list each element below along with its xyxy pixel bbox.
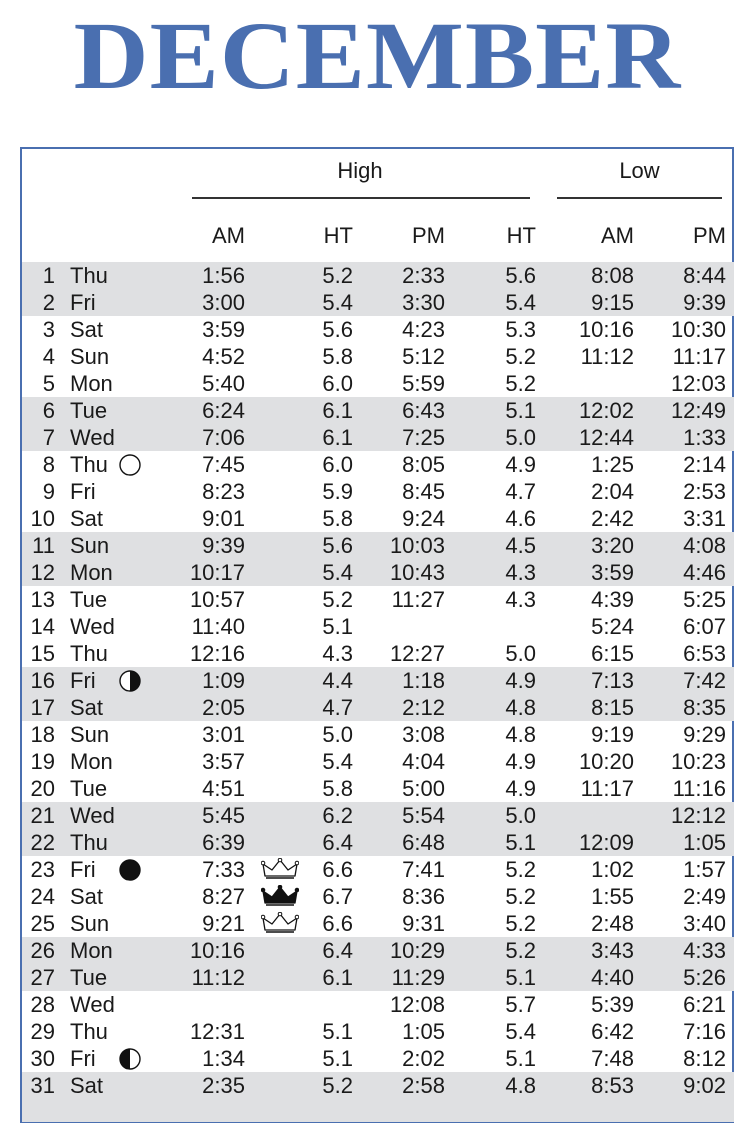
high-am-time: 7:06 <box>202 425 245 450</box>
day-of-week: Tue <box>70 776 108 801</box>
low-am-time: 6:15 <box>591 641 634 666</box>
low-am-time: 12:09 <box>578 830 634 855</box>
day-of-week: Mon <box>70 560 113 585</box>
low-pm-time: 8:35 <box>683 695 726 720</box>
day-of-week: Sat <box>70 1073 104 1098</box>
high-pm-time: 2:12 <box>402 695 445 720</box>
high-pm-height: 5.2 <box>505 884 536 909</box>
high-pm-time: 7:25 <box>402 425 445 450</box>
low-am-time: 8:08 <box>591 263 634 288</box>
low-am-time: 12:44 <box>578 425 634 450</box>
low-am-time: 1:25 <box>591 452 634 477</box>
high-am-time: 9:21 <box>202 911 245 936</box>
day-number: 11 <box>32 533 55 558</box>
day-number: 30 <box>30 1046 55 1071</box>
high-am-height: 6.1 <box>322 965 353 990</box>
high-pm-time: 3:30 <box>402 290 445 315</box>
high-am-time: 11:12 <box>191 965 245 990</box>
day-of-week: Wed <box>70 803 115 828</box>
day-of-week: Tue <box>70 965 108 990</box>
high-pm-height: 4.8 <box>505 722 536 747</box>
high-pm-height: 5.2 <box>505 911 536 936</box>
low-am-time: 8:15 <box>591 695 634 720</box>
day-of-week: Thu <box>70 641 108 666</box>
day-of-week: Fri <box>70 479 96 504</box>
low-pm-time: 11:17 <box>672 344 726 369</box>
high-pm-time: 7:41 <box>402 857 445 882</box>
high-am-time: 12:31 <box>189 1019 245 1044</box>
day-of-week: Wed <box>70 992 115 1017</box>
high-am-height: 4.3 <box>322 641 353 666</box>
low-pm-time: 6:07 <box>683 614 726 639</box>
high-am-time: 7:33 <box>202 857 245 882</box>
high-am-time: 10:17 <box>189 560 245 585</box>
high-pm-time: 12:27 <box>389 641 445 666</box>
high-am-ht-header: HT <box>323 223 353 248</box>
low-am-time: 3:20 <box>591 533 634 558</box>
high-am-height: 6.4 <box>322 938 353 963</box>
day-of-week: Sun <box>70 344 110 369</box>
low-am-time: 3:43 <box>591 938 634 963</box>
high-pm-height: 5.3 <box>505 317 536 342</box>
high-pm-time: 6:43 <box>402 398 445 423</box>
low-am-time: 4:40 <box>591 965 634 990</box>
day-number: 18 <box>30 722 55 747</box>
day-of-week: Sun <box>70 911 110 936</box>
high-am-height: 6.0 <box>322 371 353 396</box>
day-of-week: Fri <box>70 857 96 882</box>
high-pm-height: 4.8 <box>505 695 536 720</box>
low-am-time: 10:16 <box>578 317 634 342</box>
low-am-time: 11:12 <box>580 344 634 369</box>
high-pm-height: 4.8 <box>505 1073 536 1098</box>
high-am-height: 5.8 <box>322 776 353 801</box>
day-of-week: Thu <box>70 263 108 288</box>
high-am-height: 5.8 <box>322 506 353 531</box>
high-am-height: 6.6 <box>322 911 353 936</box>
high-pm-height: 4.6 <box>505 506 536 531</box>
day-number: 3 <box>42 317 55 342</box>
day-of-week: Mon <box>70 938 113 963</box>
day-number: 23 <box>30 857 55 882</box>
day-of-week: Sat <box>70 317 104 342</box>
low-pm-time: 8:44 <box>683 263 726 288</box>
low-pm-time: 8:12 <box>683 1046 726 1071</box>
high-am-time: 2:35 <box>202 1073 245 1098</box>
page-title: DECEMBER <box>73 2 682 109</box>
high-am-time: 5:45 <box>202 803 245 828</box>
high-am-height: 6.6 <box>322 857 353 882</box>
low-group-rule <box>557 197 722 199</box>
low-pm-time: 7:42 <box>683 668 726 693</box>
low-am-header: AM <box>601 223 634 248</box>
high-am-header: AM <box>212 223 245 248</box>
day-number: 4 <box>42 344 55 369</box>
low-pm-time: 12:12 <box>670 803 726 828</box>
high-pm-time: 4:04 <box>402 749 445 774</box>
day-number: 16 <box>30 668 55 693</box>
low-pm-time: 9:29 <box>683 722 726 747</box>
high-pm-time: 10:43 <box>389 560 445 585</box>
high-pm-ht-header: HT <box>506 223 536 248</box>
high-am-height: 5.4 <box>322 290 353 315</box>
day-number: 26 <box>30 938 55 963</box>
high-pm-height: 5.1 <box>505 830 536 855</box>
high-am-height: 6.0 <box>322 452 353 477</box>
day-number: 6 <box>42 398 55 423</box>
high-am-time: 1:56 <box>202 263 245 288</box>
day-number: 9 <box>42 479 55 504</box>
high-am-time: 9:39 <box>202 533 245 558</box>
high-am-height: 6.2 <box>322 803 353 828</box>
day-number: 8 <box>42 452 55 477</box>
day-of-week: Wed <box>70 614 115 639</box>
low-pm-time: 9:39 <box>683 290 726 315</box>
high-am-height: 4.4 <box>322 668 353 693</box>
low-pm-time: 4:08 <box>683 533 726 558</box>
high-am-height: 5.4 <box>322 560 353 585</box>
high-am-time: 7:45 <box>202 452 245 477</box>
high-am-time: 11:40 <box>191 614 245 639</box>
low-pm-time: 4:33 <box>683 938 726 963</box>
high-am-height: 5.9 <box>322 479 353 504</box>
high-pm-time: 5:12 <box>402 344 445 369</box>
high-pm-height: 4.9 <box>505 668 536 693</box>
day-number: 21 <box>30 803 55 828</box>
day-number: 1 <box>42 263 55 288</box>
high-pm-time: 5:54 <box>402 803 445 828</box>
low-pm-time: 5:25 <box>683 587 726 612</box>
high-group-rule <box>192 197 530 199</box>
day-number: 25 <box>30 911 55 936</box>
day-number: 24 <box>30 884 55 909</box>
last-quarter-moon-icon <box>119 670 141 692</box>
high-am-height: 5.6 <box>322 317 353 342</box>
low-pm-time: 3:31 <box>683 506 726 531</box>
day-of-week: Tue <box>70 587 108 612</box>
day-number: 31 <box>30 1073 55 1098</box>
high-am-time: 6:39 <box>202 830 245 855</box>
full-moon-icon <box>119 454 141 476</box>
low-pm-time: 2:14 <box>683 452 726 477</box>
low-pm-time: 4:46 <box>683 560 726 585</box>
low-pm-time: 10:30 <box>670 317 726 342</box>
low-group-header: Low <box>619 158 660 183</box>
low-am-time: 7:48 <box>591 1046 634 1071</box>
high-am-time: 3:01 <box>202 722 245 747</box>
low-am-time: 3:59 <box>591 560 634 585</box>
low-am-time: 2:42 <box>591 506 634 531</box>
high-pm-height: 5.0 <box>505 641 536 666</box>
high-pm-height: 5.1 <box>505 398 536 423</box>
high-am-time: 3:00 <box>202 290 245 315</box>
high-pm-height: 4.9 <box>505 452 536 477</box>
day-of-week: Sat <box>70 506 104 531</box>
high-pm-height: 5.0 <box>505 803 536 828</box>
high-am-time: 5:40 <box>202 371 245 396</box>
day-of-week: Mon <box>70 749 113 774</box>
day-number: 13 <box>30 587 55 612</box>
day-of-week: Tue <box>70 398 108 423</box>
high-pm-time: 1:05 <box>402 1019 445 1044</box>
high-pm-time: 10:29 <box>389 938 445 963</box>
high-pm-time: 5:00 <box>402 776 445 801</box>
high-pm-height: 5.2 <box>505 938 536 963</box>
low-pm-time: 2:53 <box>683 479 726 504</box>
high-am-height: 5.1 <box>322 1046 353 1071</box>
day-number: 2 <box>42 290 55 315</box>
high-pm-height: 5.2 <box>505 344 536 369</box>
low-am-time: 11:17 <box>580 776 634 801</box>
high-pm-time: 2:58 <box>402 1073 445 1098</box>
day-of-week: Thu <box>70 1019 108 1044</box>
high-am-time: 1:09 <box>202 668 245 693</box>
high-pm-height: 4.5 <box>505 533 536 558</box>
high-pm-time: 8:45 <box>402 479 445 504</box>
high-pm-time: 12:08 <box>389 992 445 1017</box>
day-number: 12 <box>30 560 55 585</box>
high-am-time: 10:16 <box>189 938 245 963</box>
low-am-time: 4:39 <box>591 587 634 612</box>
high-pm-height: 4.9 <box>505 776 536 801</box>
high-am-height: 5.2 <box>322 1073 353 1098</box>
high-pm-height: 5.0 <box>505 425 536 450</box>
low-pm-time: 7:16 <box>683 1019 726 1044</box>
low-pm-time: 6:21 <box>683 992 726 1017</box>
low-am-time: 5:24 <box>591 614 634 639</box>
high-pm-height: 5.6 <box>505 263 536 288</box>
day-of-week: Sun <box>70 722 110 747</box>
high-pm-time: 8:36 <box>402 884 445 909</box>
high-pm-time: 2:33 <box>402 263 445 288</box>
high-pm-height: 5.2 <box>505 371 536 396</box>
high-pm-height: 4.7 <box>505 479 536 504</box>
high-pm-time: 6:48 <box>402 830 445 855</box>
low-am-time: 1:55 <box>591 884 634 909</box>
low-am-time: 12:02 <box>578 398 634 423</box>
day-of-week: Fri <box>70 668 96 693</box>
low-pm-time: 9:02 <box>683 1073 726 1098</box>
day-number: 7 <box>42 425 55 450</box>
day-of-week: Sat <box>70 695 104 720</box>
high-am-time: 4:51 <box>202 776 245 801</box>
high-am-time: 4:52 <box>202 344 245 369</box>
low-am-time: 5:39 <box>591 992 634 1017</box>
low-pm-time: 6:53 <box>683 641 726 666</box>
day-of-week: Thu <box>70 452 108 477</box>
high-pm-time: 10:03 <box>389 533 445 558</box>
day-number: 14 <box>30 614 55 639</box>
high-pm-time: 5:59 <box>402 371 445 396</box>
day-of-week: Wed <box>70 425 115 450</box>
day-number: 10 <box>30 506 55 531</box>
high-pm-height: 5.1 <box>505 1046 536 1071</box>
high-pm-height: 5.1 <box>505 965 536 990</box>
high-group-header: High <box>337 158 383 183</box>
day-number: 22 <box>30 830 55 855</box>
high-pm-time: 8:05 <box>402 452 445 477</box>
low-am-time: 8:53 <box>591 1073 634 1098</box>
low-am-time: 9:19 <box>591 722 634 747</box>
day-number: 5 <box>42 371 55 396</box>
day-number: 29 <box>30 1019 55 1044</box>
high-am-height: 6.7 <box>322 884 353 909</box>
day-number: 17 <box>30 695 55 720</box>
high-pm-height: 5.2 <box>505 857 536 882</box>
day-of-week: Thu <box>70 830 108 855</box>
high-am-height: 6.1 <box>322 398 353 423</box>
day-number: 20 <box>30 776 55 801</box>
high-am-time: 3:59 <box>202 317 245 342</box>
day-number: 27 <box>30 965 55 990</box>
high-pm-height: 4.9 <box>505 749 536 774</box>
high-pm-time: 4:23 <box>402 317 445 342</box>
high-am-height: 5.1 <box>322 614 353 639</box>
low-pm-time: 2:49 <box>683 884 726 909</box>
low-pm-header: PM <box>693 223 726 248</box>
low-am-time: 2:04 <box>591 479 634 504</box>
high-am-height: 5.4 <box>322 749 353 774</box>
low-am-time: 6:42 <box>591 1019 634 1044</box>
high-pm-time: 3:08 <box>402 722 445 747</box>
high-am-time: 10:57 <box>189 587 245 612</box>
high-am-time: 8:27 <box>202 884 245 909</box>
low-pm-time: 3:40 <box>683 911 726 936</box>
high-am-time: 3:57 <box>202 749 245 774</box>
high-am-time: 2:05 <box>202 695 245 720</box>
high-am-height: 6.4 <box>322 830 353 855</box>
high-pm-time: 9:24 <box>402 506 445 531</box>
day-number: 28 <box>30 992 55 1017</box>
low-pm-time: 12:03 <box>670 371 726 396</box>
high-pm-time: 1:18 <box>402 668 445 693</box>
new-moon-icon <box>119 859 141 881</box>
crown-outline-icon <box>261 858 299 880</box>
day-of-week: Sat <box>70 884 104 909</box>
high-am-height: 5.8 <box>322 344 353 369</box>
low-pm-time: 1:57 <box>683 857 726 882</box>
first-quarter-moon-icon <box>119 1048 141 1070</box>
low-am-time: 1:02 <box>591 857 634 882</box>
high-am-time: 12:16 <box>189 641 245 666</box>
high-pm-time: 2:02 <box>402 1046 445 1071</box>
low-am-time: 9:15 <box>591 290 634 315</box>
low-pm-time: 11:16 <box>672 776 726 801</box>
day-number: 19 <box>30 749 55 774</box>
high-pm-time: 11:27 <box>391 587 445 612</box>
crown-outline-icon <box>261 912 299 934</box>
low-pm-time: 12:49 <box>670 398 726 423</box>
low-pm-time: 1:33 <box>683 425 726 450</box>
high-am-height: 5.2 <box>322 587 353 612</box>
high-am-height: 5.1 <box>322 1019 353 1044</box>
day-of-week: Sun <box>70 533 110 558</box>
day-number: 15 <box>30 641 55 666</box>
low-am-time: 7:13 <box>591 668 634 693</box>
high-am-time: 6:24 <box>202 398 245 423</box>
high-pm-header: PM <box>412 223 445 248</box>
high-am-height: 6.1 <box>322 425 353 450</box>
low-pm-time: 1:05 <box>683 830 726 855</box>
day-of-week: Mon <box>70 371 113 396</box>
high-pm-height: 5.4 <box>505 1019 536 1044</box>
high-am-time: 8:23 <box>202 479 245 504</box>
high-am-time: 1:34 <box>202 1046 245 1071</box>
high-am-height: 5.0 <box>322 722 353 747</box>
high-am-time: 9:01 <box>202 506 245 531</box>
high-pm-height: 5.4 <box>505 290 536 315</box>
low-am-time: 10:20 <box>578 749 634 774</box>
day-of-week: Fri <box>70 1046 96 1071</box>
high-am-height: 5.2 <box>322 263 353 288</box>
high-pm-time: 11:29 <box>391 965 445 990</box>
high-pm-time: 9:31 <box>402 911 445 936</box>
high-pm-height: 5.7 <box>505 992 536 1017</box>
high-am-height: 5.6 <box>322 533 353 558</box>
day-of-week: Fri <box>70 290 96 315</box>
low-pm-time: 5:26 <box>683 965 726 990</box>
high-pm-height: 4.3 <box>505 560 536 585</box>
low-am-time: 2:48 <box>591 911 634 936</box>
high-pm-height: 4.3 <box>505 587 536 612</box>
low-pm-time: 10:23 <box>670 749 726 774</box>
high-am-height: 4.7 <box>322 695 353 720</box>
crown-filled-icon <box>261 885 299 907</box>
